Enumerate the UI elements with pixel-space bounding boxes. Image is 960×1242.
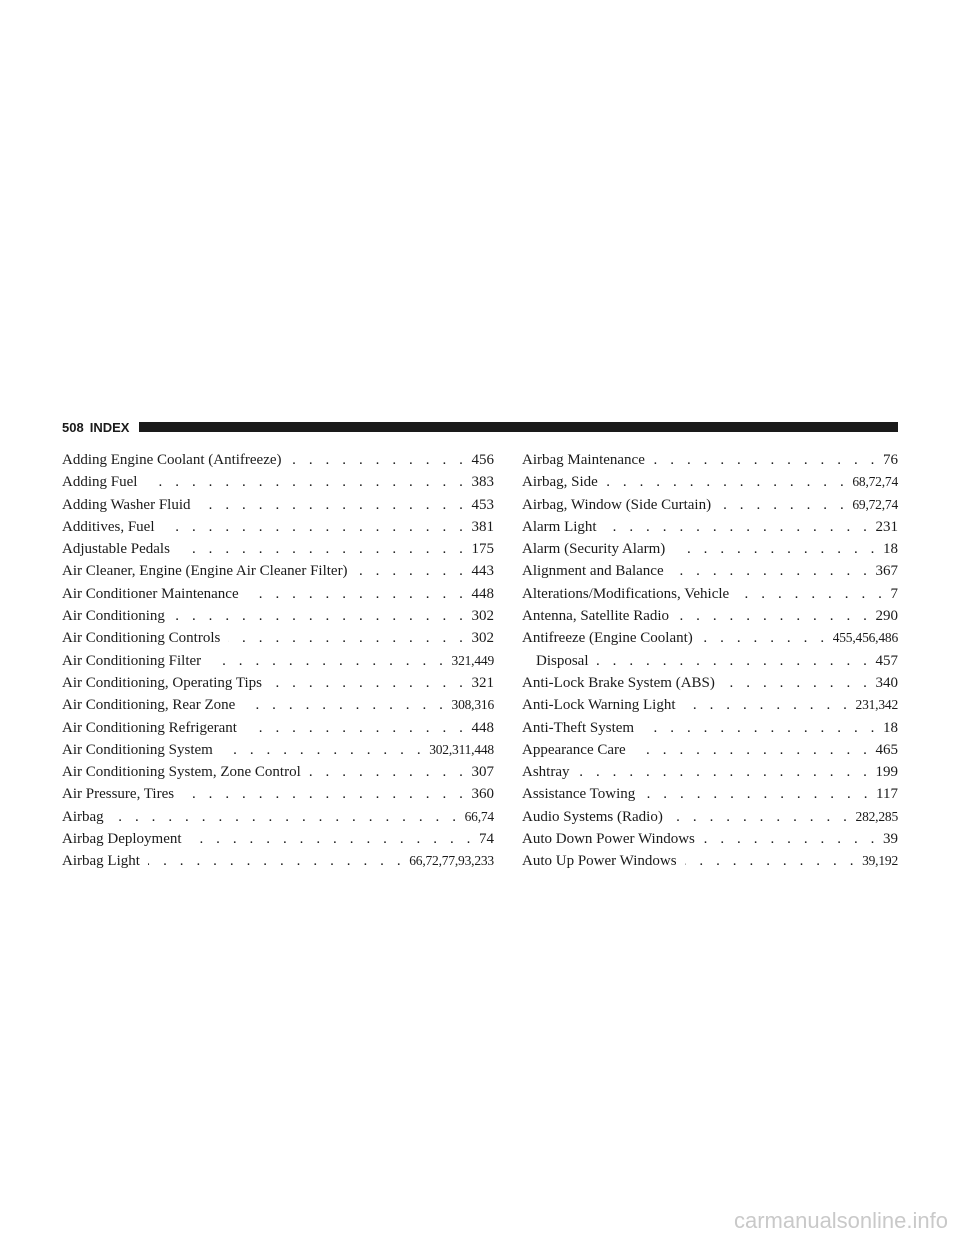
index-page-ref: 39 [883,831,898,848]
index-term: Auto Down Power Windows [522,831,695,848]
dot-leader [677,605,871,627]
index-entry [62,471,494,493]
dot-leader [178,538,468,560]
index-column-right [522,449,898,873]
index-page-ref: 69,72,74 [852,496,898,512]
index-page-ref: 367 [875,563,898,580]
dot-leader [112,806,461,828]
page-number: 508 [62,419,84,435]
dot-leader [245,717,468,739]
index-entry [62,516,494,538]
index-term: Anti-Lock Brake System (ABS) [522,674,715,691]
index-page-ref: 360 [471,786,494,803]
index-page-ref: 381 [471,518,494,535]
index-page-ref: 308,316 [451,697,494,713]
index-entry [522,761,898,783]
dot-leader [672,560,872,582]
dot-leader [634,739,872,761]
index-page-ref: 282,285 [855,808,898,824]
index-page-ref: 302 [471,608,494,625]
dot-leader [719,494,848,516]
index-page-ref: 18 [883,719,898,736]
dot-leader [653,449,879,471]
dot-leader [643,783,872,805]
index-page-ref: 307 [471,764,494,781]
dot-leader [163,516,468,538]
dot-leader [190,828,475,850]
index-entry [62,717,494,739]
index-entry [62,828,494,850]
index-entry [522,828,898,850]
dot-leader [597,650,872,672]
index-term: Air Conditioning, Rear Zone [62,697,236,714]
watermark-text: carmanualsonline.info [733,1208,948,1233]
index-page-ref: 199 [875,764,898,781]
dot-leader [671,806,852,828]
index-term: Airbag, Side [522,474,598,491]
index-page-ref: 66,72,77,93,233 [409,853,494,869]
index-term: Air Conditioning, Operating Tips [62,674,263,691]
dot-leader [578,761,872,783]
index-page-ref: 456 [471,452,494,468]
index-page-ref: 117 [876,786,898,803]
dot-leader [703,828,879,850]
index-page-ref: 455,456,486 [832,630,898,646]
index-term: Alarm (Security Alarm) [522,541,666,558]
index-term: Air Conditioner Maintenance [62,585,239,602]
index-term: Disposal [536,652,589,669]
index-page-ref: 302 [471,630,494,647]
index-term: Assistance Towing [522,786,636,803]
index-term: Airbag Light [62,853,140,870]
dot-leader [723,672,872,694]
index-page-ref: 68,72,74 [852,474,898,490]
index-page-ref: 231 [875,518,898,535]
index-entry [522,538,898,560]
index-page-ref: 76 [883,452,898,468]
index-term: Airbag [62,808,104,825]
index-term: Appearance Care [522,741,626,758]
index-entry [62,761,494,783]
dot-leader [685,850,859,872]
index-term: Airbag Deployment [62,831,182,848]
index-column-left [62,449,494,873]
index-page-ref: 321,449 [451,652,494,668]
index-term: Antenna, Satellite Radio [522,608,670,625]
index-term: Ashtray [522,764,570,781]
index-page-ref: 175 [471,541,494,558]
index-term: Auto Up Power Windows [522,853,677,870]
index-term: Audio Systems (Radio) [522,808,663,825]
index-entry [522,783,898,805]
dot-leader [243,694,447,716]
index-term: Anti-Theft System [522,719,635,736]
index-term: Airbag Maintenance [522,452,645,468]
index-term: Air Cleaner, Engine (Engine Air Cleaner Filter) [62,563,348,580]
index-page-ref: 39,192 [862,853,898,869]
index-entry [522,650,898,672]
index-entry [62,583,494,605]
index-page-ref: 66,74 [464,808,494,824]
index-entry [62,650,494,672]
index-entry [62,494,494,516]
index-term: Adding Engine Coolant (Antifreeze) [62,452,282,468]
index-page-ref: 383 [471,474,494,491]
index-entry [522,694,898,716]
index-page-ref: 457 [875,652,898,669]
index-entry [522,471,898,493]
dot-leader [356,560,468,582]
index-entry [62,672,494,694]
index-term: Airbag, Window (Side Curtain) [522,496,712,513]
index-page-ref: 448 [471,719,494,736]
index-term: Adding Fuel [62,474,138,491]
dot-leader [182,783,467,805]
header-rule [139,422,898,432]
index-term: Alterations/Modifications, Vehicle [522,585,730,602]
dot-leader [606,471,849,493]
index-entry [522,627,898,649]
index-entry [522,672,898,694]
index-entry [62,560,494,582]
index-page-ref: 465 [875,741,898,758]
index-term: Additives, Fuel [62,518,155,535]
index-entry [522,449,898,471]
index-term: Air Pressure, Tires [62,786,175,803]
index-entry [62,783,494,805]
index-page-ref: 340 [875,674,898,691]
index-term: Air Conditioning System [62,741,213,758]
index-term: Alignment and Balance [522,563,664,580]
index-term: Air Conditioning Controls [62,630,221,647]
index-page-ref: 321 [471,674,494,691]
dot-leader [270,672,467,694]
dot-leader [145,471,467,493]
index-entry [62,694,494,716]
index-term: Anti-Lock Warning Light [522,697,676,714]
index-entry [62,449,494,471]
index-page-ref: 18 [883,541,898,558]
index-term: Adding Washer Fluid [62,496,191,513]
index-entry [522,583,898,605]
index-entry [522,717,898,739]
index-page-ref: 302,311,448 [429,741,494,757]
index-entry [62,538,494,560]
index-page-ref: 453 [471,496,494,513]
index-entry [522,560,898,582]
dot-leader [642,717,879,739]
index-entry [522,516,898,538]
dot-leader [173,605,468,627]
index-term: Air Conditioning [62,608,165,625]
index-page-ref: 231,342 [855,697,898,713]
dot-leader [309,761,468,783]
index-page-ref: 443 [471,563,494,580]
index-entry [522,739,898,761]
index-page-ref: 74 [479,831,494,848]
dot-leader [209,650,447,672]
dot-leader [247,583,468,605]
dot-leader [737,583,886,605]
index-entry [62,627,494,649]
index-entry [522,850,898,872]
index-page-ref: 448 [471,585,494,602]
dot-leader [221,739,425,761]
dot-leader [684,694,852,716]
index-term: Antifreeze (Engine Coolant) [522,630,693,647]
index-page-ref: 290 [875,608,898,625]
index-term: Air Conditioning Filter [62,652,202,669]
index-entry [522,494,898,516]
dot-leader [199,494,468,516]
index-entry [62,605,494,627]
dot-leader [148,850,405,872]
dot-leader [701,627,829,649]
index-entry [62,850,494,872]
index-term: Air Conditioning Refrigerant [62,719,237,736]
index-page-ref: 7 [890,585,898,602]
index-term: Alarm Light [522,518,597,535]
dot-leader [290,449,468,471]
dot-leader [673,538,879,560]
index-entry [522,605,898,627]
index-entry [62,806,494,828]
dot-leader [605,516,872,538]
index-term: Air Conditioning System, Zone Control [62,764,301,781]
index-term: Adjustable Pedals [62,541,170,558]
index-entry [522,806,898,828]
index-entry [62,739,494,761]
section-title: INDEX [89,419,130,435]
dot-leader [228,627,467,649]
page-header [62,418,898,436]
